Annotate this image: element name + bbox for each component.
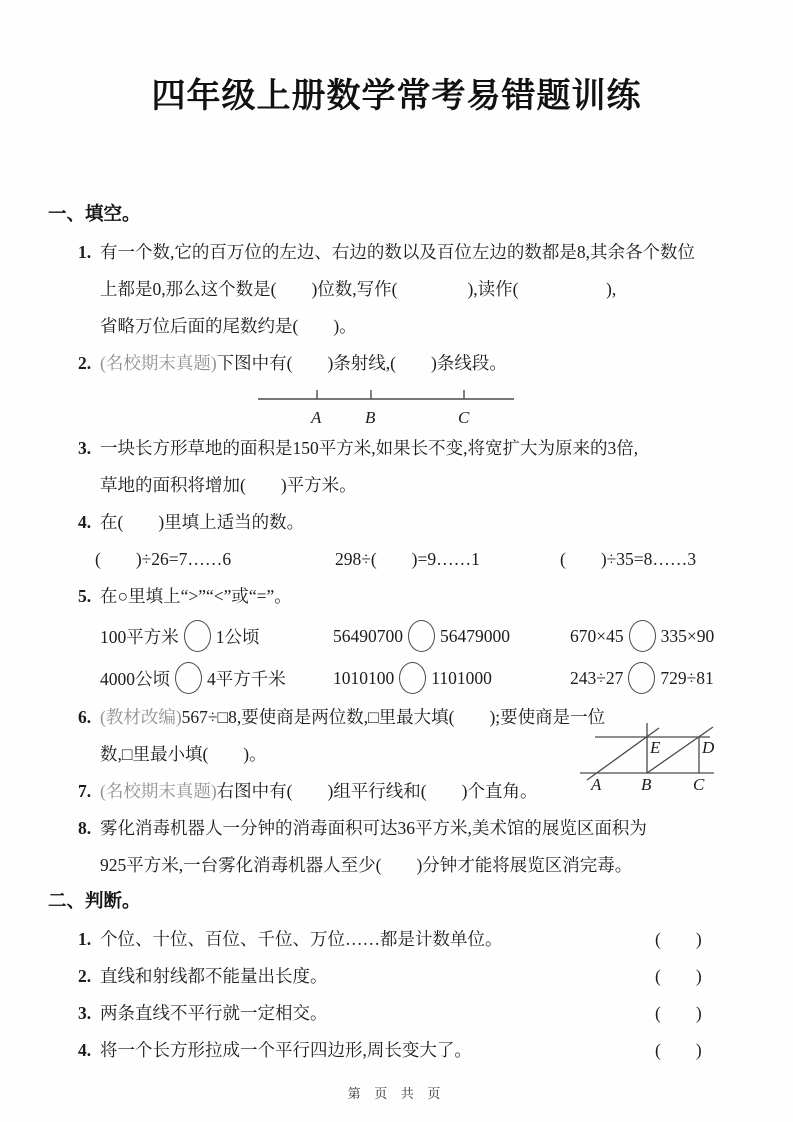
question-2-number: 2. — [78, 353, 92, 373]
equation-2: 298÷( )=9……1 — [335, 549, 480, 569]
section1-header: 一、填空。 — [48, 205, 141, 225]
question-7-source-tag: (名校期末真题) — [100, 781, 217, 801]
point-a-label: A — [591, 775, 602, 794]
question-1-line2: 上都是0,那么这个数是( )位数,写作( ),读作( ), — [100, 279, 617, 299]
question-7-text: 右图中有( )组平行线和( )个直角。 — [216, 781, 538, 801]
comparison-circle — [628, 662, 655, 694]
question-1 — [0, 234, 793, 271]
question-3-line1: 一块长方形草地的面积是150平方米,如果长不变,将宽扩大为原来的3倍, — [100, 438, 639, 458]
judgment-3-answer-blank: ( ) — [655, 1003, 702, 1023]
question-5-number: 5. — [78, 586, 92, 606]
comparison-circle — [175, 662, 202, 694]
question-5-row1 — [0, 615, 793, 657]
comparison-left: 243÷27 — [570, 667, 624, 688]
worksheet-content — [0, 197, 793, 1069]
question-3-line2: 草地的面积将增加( )平方米。 — [100, 475, 357, 495]
judgment-1-answer-blank: ( ) — [655, 929, 702, 949]
judgment-4-number: 4. — [78, 1040, 92, 1060]
judgment-2-answer-blank: ( ) — [655, 966, 702, 986]
comparison-right: 4平方千米 — [207, 668, 286, 689]
comparison-item — [333, 662, 570, 694]
parallel-lines-figure — [577, 717, 719, 800]
judgment-2-text: 直线和射线都不能量出长度。 — [100, 966, 328, 986]
comparison-circle — [629, 620, 656, 652]
comparison-left: 670×45 — [570, 625, 624, 646]
point-e-label: E — [650, 738, 661, 757]
judgment-item-1 — [0, 921, 793, 958]
question-1-number: 1. — [78, 242, 92, 262]
comparison-item — [570, 620, 793, 652]
question-6-line1: 567÷□8,要使商是两位数,□里最大填( );要使商是一位 — [181, 707, 606, 727]
question-4 — [0, 504, 793, 541]
question-8-line1: 雾化消毒机器人一分钟的消毒面积可达36平方米,美术馆的展览区面积为 — [100, 818, 647, 838]
point-b-label: B — [365, 408, 376, 427]
comparison-circle — [184, 620, 211, 652]
question-7-number: 7. — [78, 781, 92, 801]
judgment-4-text: 将一个长方形拉成一个平行四边形,周长变大了。 — [100, 1040, 472, 1060]
comparison-item — [100, 620, 333, 652]
question-3 — [0, 430, 793, 467]
comparison-left: 1010100 — [333, 667, 395, 688]
question-2 — [0, 345, 793, 382]
judgment-4-answer-blank: ( ) — [655, 1040, 702, 1060]
judgment-1-number: 1. — [78, 929, 92, 949]
question-5-row2 — [0, 657, 793, 699]
comparison-right: 1101000 — [431, 667, 492, 688]
point-c-label: C — [693, 775, 705, 794]
comparison-item — [333, 620, 570, 652]
comparison-left: 4000公顷 — [100, 668, 170, 689]
question-6-number: 6. — [78, 707, 92, 727]
equation-3: ( )÷35=8……3 — [560, 549, 697, 569]
question-4-number: 4. — [78, 512, 92, 532]
comparison-circle — [399, 662, 426, 694]
question-8-line2: 925平方米,一台雾化消毒机器人至少( )分钟才能将展览区消完毒。 — [100, 855, 633, 875]
comparison-right: 1公顷 — [215, 626, 260, 647]
judgment-2-number: 2. — [78, 966, 92, 986]
page-title: 四年级上册数学常考易错题训练 — [151, 77, 642, 115]
judgment-3-number: 3. — [78, 1003, 92, 1023]
judgment-1-text: 个位、十位、百位、千位、万位……都是计数单位。 — [100, 929, 503, 949]
point-d-label: D — [702, 738, 715, 757]
question-8-number: 8. — [78, 818, 92, 838]
question-1-line1: 有一个数,它的百万位的左边、右边的数以及百位左边的数都是8,其余各个数位 — [100, 242, 695, 262]
section2-header: 二、判断。 — [48, 892, 141, 912]
question-3-number: 3. — [78, 438, 92, 458]
question-4-text: 在( )里填上适当的数。 — [100, 512, 305, 532]
judgment-item-2 — [0, 958, 793, 995]
comparison-item — [570, 662, 793, 694]
ray-line-figure — [256, 382, 793, 430]
judgment-3-text: 两条直线不平行就一定相交。 — [100, 1003, 328, 1023]
comparison-right: 729÷81 — [660, 667, 714, 688]
question-6-7-block — [0, 699, 793, 810]
question-1-line3: 省略万位后面的尾数约是( )。 — [100, 316, 357, 336]
point-a-label: A — [311, 408, 322, 427]
equation-1: ( )÷26=7……6 — [95, 549, 232, 569]
question-5-text: 在○里填上“>”“<”或“=”。 — [100, 586, 292, 606]
question-4-equations — [0, 541, 793, 578]
question-2-text: 下图中有( )条射线,( )条线段。 — [216, 353, 507, 373]
point-c-label: C — [458, 408, 470, 427]
judgment-item-4 — [0, 1032, 793, 1069]
question-6-source-tag: (教材改编) — [100, 707, 182, 727]
comparison-item — [100, 662, 333, 694]
judgment-item-3 — [0, 995, 793, 1032]
question-6-line2: 数,□里最小填( )。 — [100, 744, 267, 764]
point-b-label: B — [641, 775, 652, 794]
page-footer: 第 页 共 页 — [347, 1086, 446, 1101]
comparison-left: 56490700 — [333, 625, 403, 646]
comparison-right: 335×90 — [660, 625, 715, 646]
question-2-source-tag: (名校期末真题) — [100, 353, 217, 373]
comparison-circle — [408, 620, 435, 652]
comparison-left: 100平方米 — [100, 626, 179, 647]
question-8 — [0, 810, 793, 847]
question-5 — [0, 578, 793, 615]
comparison-right: 56479000 — [440, 625, 510, 646]
